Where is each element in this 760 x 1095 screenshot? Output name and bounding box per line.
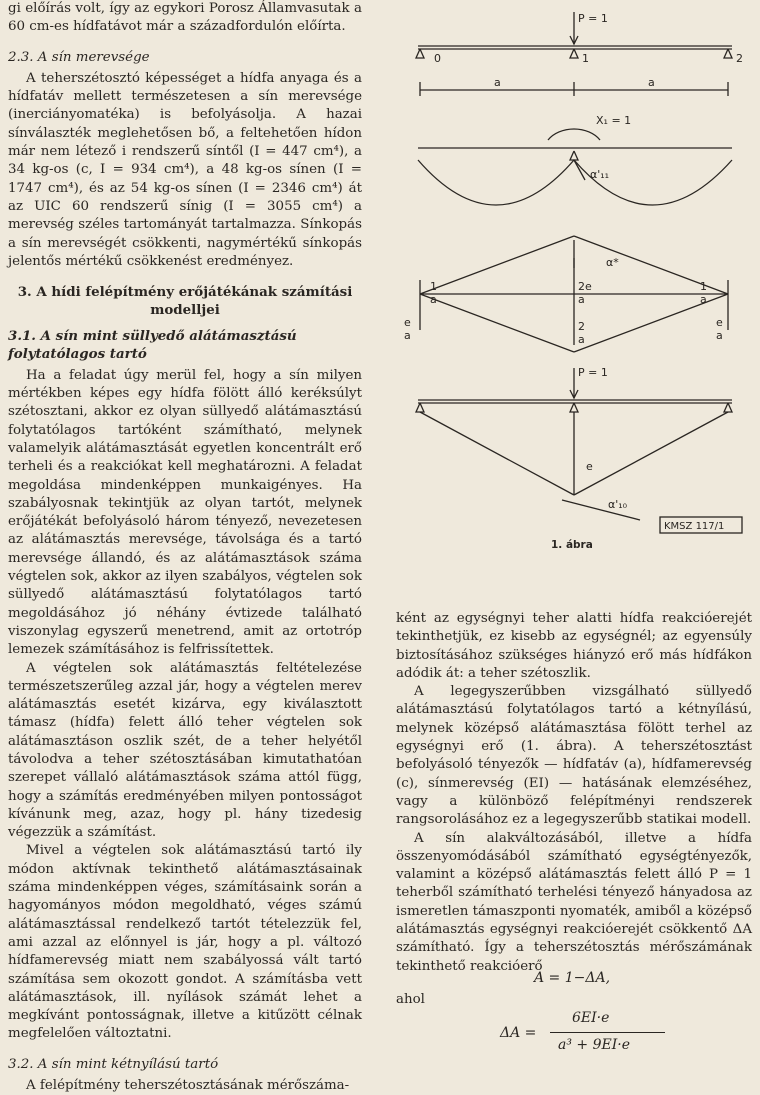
frac4-num: e bbox=[716, 316, 723, 329]
equation-a: A = 1−ΔA, bbox=[534, 970, 611, 986]
right-paragraph-3: A sín alakváltozásából, illetve a hídfa összenyomódásából számítható egységtényezők, valamint a középső alátámasztás felett álló P = 1 teherből számítható terhelési tényező hányadosa az ismeretlen támaszponti nyomaték, amiből a középső alátámasztás egységnyi reakcióerejét csökkentő ΔA számítható. Így a teherszétosztás mérőszámának tekinthető reakcióerő bbox=[396, 830, 752, 974]
right-column bbox=[396, 610, 752, 976]
frac6-den: a bbox=[578, 333, 585, 346]
span-a1-label: a bbox=[494, 76, 501, 89]
heading-3-1: 3.1. A sín mint süllyedő alátámasztású folytatólagos tartó bbox=[8, 328, 297, 363]
ahol-label: ahol bbox=[396, 992, 425, 1007]
frac5-num: 2e bbox=[578, 280, 592, 293]
stamp-text: KMSZ 117/1 bbox=[664, 521, 725, 532]
alpha10-label: α'₁₀ bbox=[608, 498, 628, 511]
paragraph-3-1-c: Mivel a végtelen sok alátámasztású tartó ily módon aktívnak tekinthető alátámasztásainak száma mindenképpen véges, számításaink során a hagyományos módon megoldható, véges számú alátámasztással rendelkező tartót tételezzük fel, ami azzal az előnnyel is jár, hogy a pl. változó hídfamerevség miatt nem szabályossá vált tartó számítása sem okozott gondot. A számításba vett alátámasztások, ill. nyílások számát lehet a megkívánt pontosságnak, illetve a kitűzött célnak megfelelően változtatni. bbox=[8, 843, 362, 1042]
eq-denominator: a³ + 9EI·e bbox=[558, 1037, 630, 1053]
load-label-1: P = 1 bbox=[578, 12, 608, 25]
left-column bbox=[8, 0, 362, 1095]
frac2-num: 1 bbox=[700, 280, 707, 293]
frac5-den: a bbox=[578, 293, 585, 306]
frac3-den: a bbox=[404, 329, 411, 342]
right-paragraph-2: A legegyszerűbben vizsgálható süllyedő alátámasztású folytatólagos tartó a kétnyílású, melynek középső alátámasztása fölött terhel az egységnyi erő (1. ábra). A teherszétosztást befolyásoló tényezők — hídfatáv (a), hídfamerevség (c), sínmerevség (EI) — hatásának elemzéséhez, vagy a különböző felépítményi rendszerek rangsorolásához ez a legegyszerűbb statikai modell. bbox=[396, 684, 752, 828]
frac1-num: 1 bbox=[430, 280, 437, 293]
frac2-den: a bbox=[700, 293, 707, 306]
right-paragraph-1: ként az egységnyi teher alatti hídfa reakcióerejét tekinthetjük, ez kisebb az egységnél; az egyensúly biztosításához szükséges hiányzó erő más hídfákon adódik át: a teher szétoszlik. bbox=[396, 611, 752, 681]
node-1-label: 1 bbox=[582, 52, 589, 65]
eq-numerator: 6EI·e bbox=[572, 1010, 610, 1026]
paragraph-3-2: A felépítmény teherszétosztásának mérőszáma- bbox=[26, 1078, 350, 1094]
span-a2-label: a bbox=[648, 76, 655, 89]
heading-3: 3. A hídi felépítmény erőjátékának számítási modelljei bbox=[17, 284, 353, 319]
heading-2-3: 2.3. A sín merevsége bbox=[8, 49, 150, 65]
fraction-bar bbox=[550, 1032, 665, 1033]
frac3-num: e bbox=[404, 316, 411, 329]
alpha-star-label: α* bbox=[606, 256, 619, 269]
node-0-label: 0 bbox=[434, 52, 441, 65]
alpha11-label: α'₁₁ bbox=[590, 168, 610, 181]
e-label: e bbox=[586, 460, 593, 473]
x1-label: X₁ = 1 bbox=[596, 114, 632, 127]
heading-3-2: 3.2. A sín mint kétnyílású tartó bbox=[8, 1056, 219, 1072]
influence-line-lower-left bbox=[420, 294, 574, 352]
frac4-den: a bbox=[716, 329, 723, 342]
influence-line-left bbox=[420, 236, 574, 294]
frac6-num: 2 bbox=[578, 320, 585, 333]
paragraph-3-1-b: A végtelen sok alátámasztás feltételezése természetszerűleg azzal jár, hogy a végtelen merev alátámasztás esetét kizárva, egy kiválasztott támasz (hídfa) felett álló teher végtelen sok alátámasztáson oszlik szét, de a teher helyétől távolodva a teher szétosztásában kimutathatóan szerepet vállaló alátámasztások száma attól függ, hogy a számítás eredményében milyen pontosságot kívánunk meg, azaz, hogy pl. hány tizedesig végezzük a számítást. bbox=[8, 660, 362, 841]
paragraph-3-1-a: Ha a feladat úgy merül fel, hogy a sín milyen mértékben képes egy hídfa fölött álló keréksúlyt szétosztani, akkor ez olyan süllyedő alátámasztású folytatólagos tartóként számítható, melynek valamelyik alátámasztását egyetlen koncentrált erő terheli és a reakciókat kell meghatározni. A feladat megoldása mindenképpen munkaigényes. Ha szabályosnak tekintjük az olyan tartót, melynek erőjátékát befolyásoló három tényező, nevezetesen az alátámasztás merevsége, távolsága és a tartó merevsége állandó, és az alátámasztások száma végtelen sok, akkor az ilyen szabályos, végtelen sok süllyedő alátámasztású folytatólagos tartó megoldásához jó néhány évtizede található viszonylag egyszerű menetrend, amit az ortotróp lemezek számításához is felfrissítettek. bbox=[8, 367, 362, 658]
load-label-2: P = 1 bbox=[578, 366, 608, 379]
intro-paragraph: gi előírás volt, így az egykori Porosz Államvasutak a 60 cm-es hídfatávot már a századfordulón előírta. bbox=[8, 1, 362, 35]
paragraph-2-3: A teherszétosztó képességet a hídfa anyaga és a hídfatáv mellett természetesen a sín merevsége (inerciányomatéka) is befolyásolja. A hazai sínválaszték meglehetősen bő, a feltehetően hídon már nem létező i rendszerű síntől (I = 447 cm⁴), a 34 kg-os (c, I = 934 cm⁴), a 48 kg-os sínen (I = 1747 cm⁴), és az 54 kg-os sínen (I = 2346 cm⁴) át az UIC 60 rendszerű sínig (I = 3055 cm⁴) a merevség széles tartományát tartalmazza. Sínkopás a sín merevségét csökkenti, nagymértékű sínkopás jelentős mértékű csökkenést eredményez. bbox=[8, 70, 362, 269]
frac1-den: a bbox=[430, 293, 437, 306]
node-2-label: 2 bbox=[736, 52, 743, 65]
deflection-curve bbox=[418, 160, 732, 205]
displaced-line-left bbox=[420, 412, 574, 495]
moment-arc bbox=[548, 129, 600, 140]
eq-lhs: ΔA = bbox=[500, 1025, 537, 1041]
displaced-line-right bbox=[574, 412, 728, 495]
figure-1 bbox=[396, 0, 760, 540]
figure-caption: 1. ábra bbox=[551, 539, 593, 551]
